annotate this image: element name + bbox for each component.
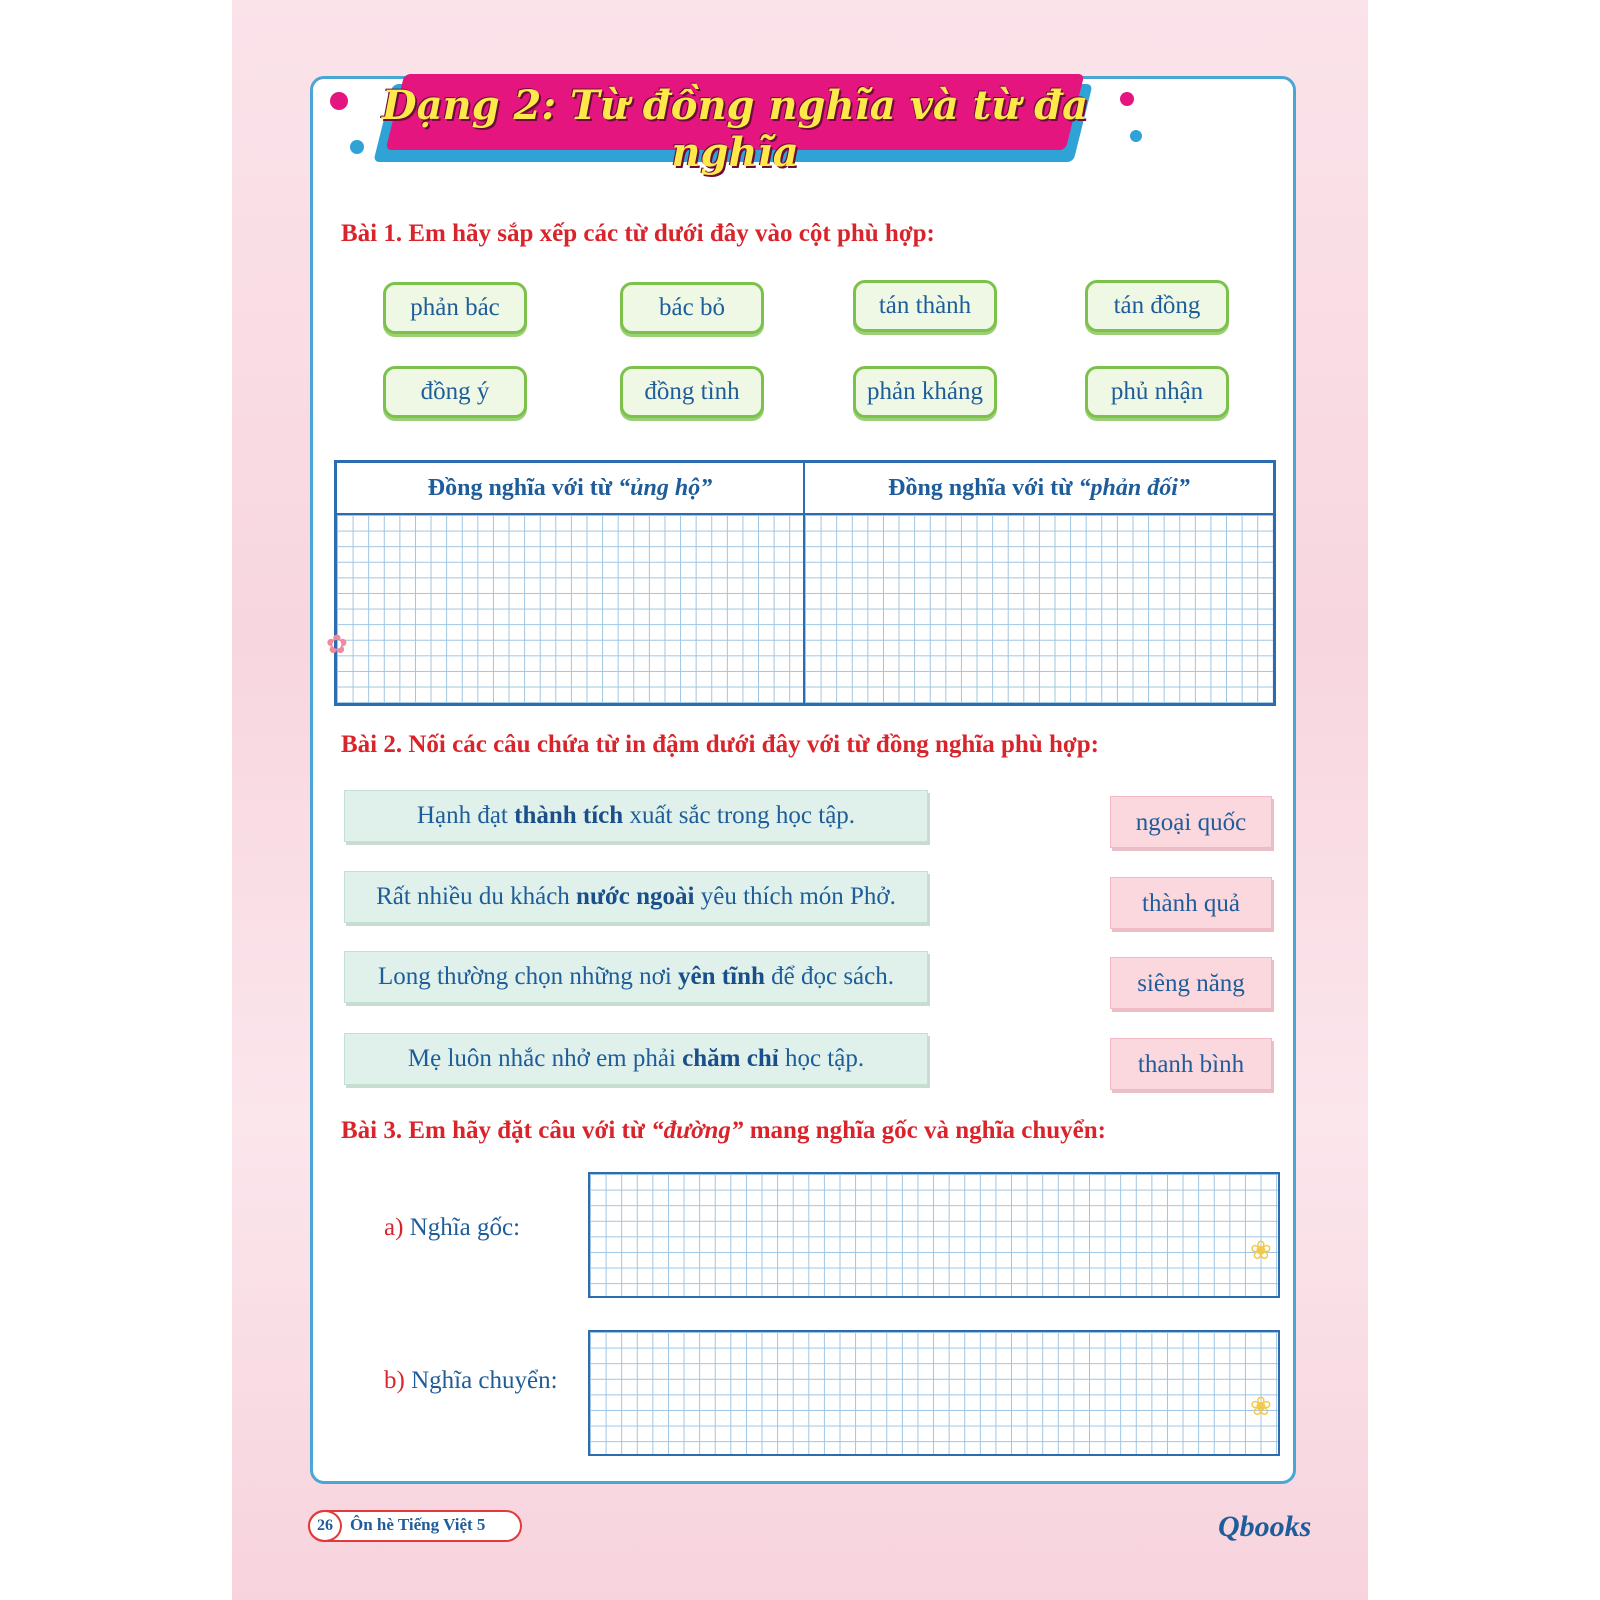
word-chip[interactable]: phản kháng <box>853 366 997 418</box>
word-chip[interactable]: bác bỏ <box>620 282 764 334</box>
exercise-2-title: Bài 2. Nối các câu chứa từ in đậm dưới đây với từ đồng nghĩa phù hợp: <box>341 731 1099 758</box>
column-header-phan-doi: Đồng nghĩa với từ “phản đối” <box>805 463 1273 515</box>
word-chip[interactable]: phủ nhận <box>1085 366 1229 418</box>
page-title: Dạng 2: Từ đồng nghĩa và từ đa nghĩa <box>381 82 1089 176</box>
decor-dot <box>1120 92 1134 106</box>
answer-area-ung-ho[interactable] <box>337 515 805 703</box>
synonym-card[interactable]: thanh bình <box>1110 1038 1272 1090</box>
sentence-card[interactable]: Hạnh đạt thành tích xuất sắc trong học tập. <box>344 790 928 842</box>
book-title: Ôn hè Tiếng Việt 5 <box>350 1515 486 1534</box>
exercise-3-title: Bài 3. Em hãy đặt câu với từ “đường” mang nghĩa gốc và nghĩa chuyển: <box>341 1117 1106 1144</box>
word-chip[interactable]: đồng tình <box>620 366 764 418</box>
publisher-logo: Qbooks <box>1218 1510 1312 1543</box>
synonym-card[interactable]: thành quả <box>1110 877 1272 929</box>
tulip-icon: ❀ <box>1250 1392 1272 1421</box>
column-header-ung-ho: Đồng nghĩa với từ “ủng hộ” <box>337 463 805 515</box>
word-chip[interactable]: tán thành <box>853 280 997 332</box>
label-nghia-goc: a) Nghĩa gốc: <box>384 1214 521 1241</box>
answer-area-phan-doi[interactable] <box>805 515 1273 703</box>
word-chip[interactable]: đồng ý <box>383 366 527 418</box>
word-chip[interactable]: phản bác <box>383 282 527 334</box>
decor-dot <box>350 140 364 154</box>
flower-icon: ✿ <box>326 630 348 659</box>
title-banner <box>375 72 1095 176</box>
sentence-card[interactable]: Mẹ luôn nhắc nhở em phải chăm chỉ học tập. <box>344 1033 928 1085</box>
sentence-card[interactable]: Rất nhiều du khách nước ngoài yêu thích món Phở. <box>344 871 928 923</box>
sentence-card[interactable]: Long thường chọn những nơi yên tĩnh để đọc sách. <box>344 951 928 1003</box>
decor-dot <box>1130 130 1142 142</box>
sorting-table <box>334 460 1276 706</box>
decor-dot <box>330 92 348 110</box>
writing-area-nghia-chuyen[interactable] <box>588 1330 1280 1456</box>
tulip-icon: ❀ <box>1250 1236 1272 1265</box>
synonym-card[interactable]: ngoại quốc <box>1110 796 1272 848</box>
exercise-1-title: Bài 1. Em hãy sắp xếp các từ dưới đây vào cột phù hợp: <box>341 220 935 247</box>
writing-area-nghia-goc[interactable] <box>588 1172 1280 1298</box>
word-chip[interactable]: tán đồng <box>1085 280 1229 332</box>
footer-badge <box>308 1510 522 1542</box>
label-nghia-chuyen: b) Nghĩa chuyển: <box>384 1367 558 1394</box>
synonym-card[interactable]: siêng năng <box>1110 957 1272 1009</box>
page-number: 26 <box>308 1510 342 1542</box>
